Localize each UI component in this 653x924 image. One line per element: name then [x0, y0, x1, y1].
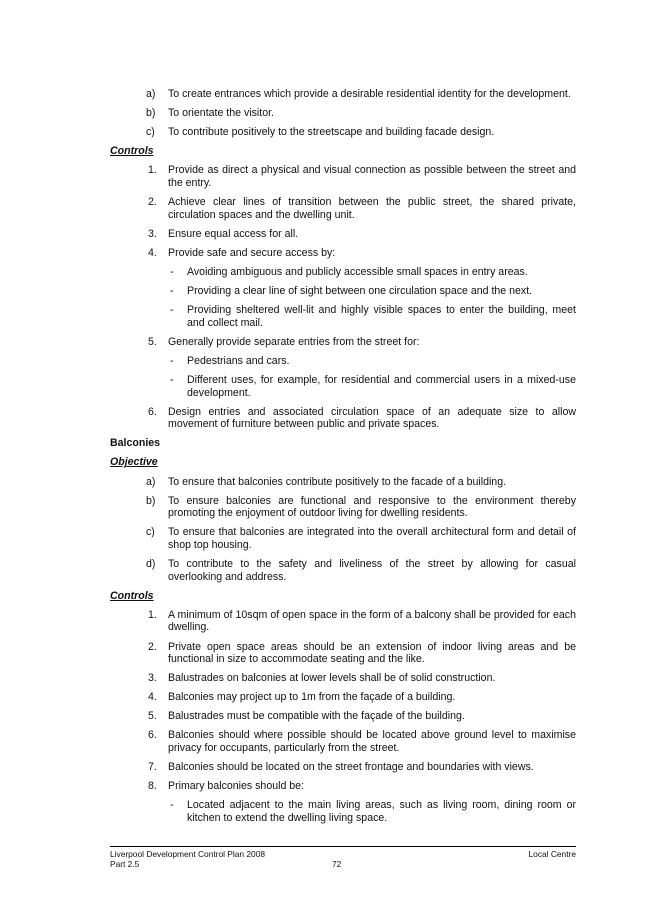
objective-text: To ensure balconies are functional and responsive to the environment thereby promoting the enjoyment of outdoor living for dwelling residents.	[168, 494, 576, 520]
dash-marker: -	[170, 265, 174, 278]
control-text: Generally provide separate entries from the street for:	[168, 335, 420, 348]
controls-heading: Controls	[110, 589, 154, 602]
control-item	[110, 609, 576, 634]
sub-text: Providing a clear line of sight between one circulation space and the next.	[187, 285, 533, 298]
footer-row	[110, 859, 576, 869]
objective-text: To contribute positively to the streetscape and building facade design.	[168, 126, 495, 139]
sub-item	[110, 285, 576, 298]
footer-section: Local Centre	[528, 849, 576, 859]
page-footer	[110, 846, 576, 869]
objective-heading: Objective	[110, 456, 158, 469]
page-content	[110, 88, 576, 831]
control-item	[110, 729, 576, 754]
sub-text: Avoiding ambiguous and publicly accessible small spaces in entry areas.	[187, 265, 528, 278]
list-marker: 4.	[148, 691, 157, 704]
controls-heading: Controls	[110, 145, 154, 158]
sub-text: Providing sheltered well-lit and highly visible spaces to enter the building, meet and collect mail.	[187, 304, 576, 329]
list-marker: 1.	[148, 608, 157, 621]
dash-marker: -	[170, 374, 174, 386]
footer-row	[110, 849, 576, 859]
control-text: Primary balconies should be:	[168, 780, 305, 793]
list-marker: 6.	[148, 729, 157, 742]
control-item	[110, 710, 576, 723]
control-item	[110, 247, 576, 260]
page-number: 72	[332, 859, 342, 869]
list-marker: 6.	[148, 405, 157, 418]
list-marker: 5.	[148, 335, 157, 348]
list-marker: a)	[146, 475, 156, 488]
sub-item	[110, 799, 576, 824]
control-item	[110, 406, 576, 431]
list-marker: 3.	[148, 227, 157, 240]
list-marker: b)	[146, 107, 156, 120]
list-marker: 7.	[148, 761, 157, 774]
sub-item	[110, 374, 576, 399]
control-item	[110, 228, 576, 241]
dash-marker: -	[170, 304, 174, 317]
objective-item	[110, 558, 576, 583]
control-text: Design entries and associated circulation space of an adequate size to allow movement of furniture between public and private spaces.	[168, 405, 576, 431]
list-marker: a)	[146, 88, 156, 100]
section-heading-balconies: Balconies	[110, 437, 161, 450]
sub-text: Pedestrians and cars.	[187, 354, 290, 367]
control-text: Balconies should where possible should be located above ground level to maximise privacy for occupants, particularly from the street.	[168, 729, 576, 755]
control-item	[110, 780, 576, 793]
objective-item	[110, 495, 576, 520]
list-marker: b)	[146, 494, 156, 507]
objective-text: To orientate the visitor.	[168, 107, 274, 120]
control-item	[110, 164, 576, 189]
objective-text: To create entrances which provide a desirable residential identity for the development.	[168, 88, 571, 100]
control-text: Provide safe and secure access by:	[168, 246, 336, 259]
dash-marker: -	[170, 285, 174, 298]
sub-text: Different uses, for example, for residential and commercial users in a mixed-use development.	[187, 374, 576, 399]
footer-doc-title: Liverpool Development Control Plan 2008	[110, 849, 266, 859]
control-text: Private open space areas should be an extension of indoor living areas and be functional in size to accommodate seating and the like.	[168, 640, 576, 666]
control-item	[110, 761, 576, 774]
control-text: Provide as direct a physical and visual connection as possible between the street and the entry.	[168, 164, 576, 189]
objective-item	[110, 107, 576, 120]
list-marker: d)	[146, 558, 156, 571]
control-item	[110, 691, 576, 704]
objective-item	[110, 526, 576, 551]
sub-text: Located adjacent to the main living areas, such as living room, dining room or kitchen to extend the dwelling living space.	[187, 799, 576, 824]
control-text: Balustrades on balconies at lower levels shall be of solid construction.	[168, 672, 496, 685]
control-text: Balustrades must be compatible with the façade of the building.	[168, 710, 465, 723]
control-item	[110, 336, 576, 349]
control-item	[110, 672, 576, 685]
sub-item	[110, 304, 576, 329]
control-text: Balconies may project up to 1m from the façade of a building.	[168, 691, 456, 704]
footer-part: Part 2.5	[110, 859, 140, 869]
list-marker: c)	[146, 526, 155, 539]
objective-item	[110, 126, 576, 139]
sub-item	[110, 355, 576, 368]
objective-text: To contribute to the safety and liveliness of the street by allowing for casual overlooking and address.	[168, 558, 576, 583]
list-marker: 5.	[148, 710, 157, 723]
objective-text: To ensure that balconies are integrated into the overall architectural form and detail of shop top housing.	[168, 526, 576, 551]
objective-text: To ensure that balconies contribute positively to the facade of a building.	[168, 475, 507, 488]
objective-item	[110, 476, 576, 489]
control-text: Achieve clear lines of transition between the public street, the shared private, circulation spaces and the dwelling unit.	[168, 196, 576, 221]
list-marker: 2.	[148, 640, 157, 653]
list-marker: c)	[146, 126, 155, 139]
control-item	[110, 641, 576, 666]
objective-item	[110, 88, 576, 101]
control-item	[110, 196, 576, 221]
control-text: Ensure equal access for all.	[168, 227, 299, 240]
sub-item	[110, 266, 576, 279]
list-marker: 2.	[148, 196, 157, 209]
control-text: Balconies should be located on the street frontage and boundaries with views.	[168, 761, 534, 774]
list-marker: 8.	[148, 780, 157, 793]
control-text: A minimum of 10sqm of open space in the form of a balcony shall be provided for each dwelling.	[168, 608, 576, 634]
list-marker: 4.	[148, 246, 157, 259]
list-marker: 3.	[148, 672, 157, 685]
dash-marker: -	[170, 354, 174, 367]
list-marker: 1.	[148, 164, 157, 177]
dash-marker: -	[170, 799, 174, 812]
